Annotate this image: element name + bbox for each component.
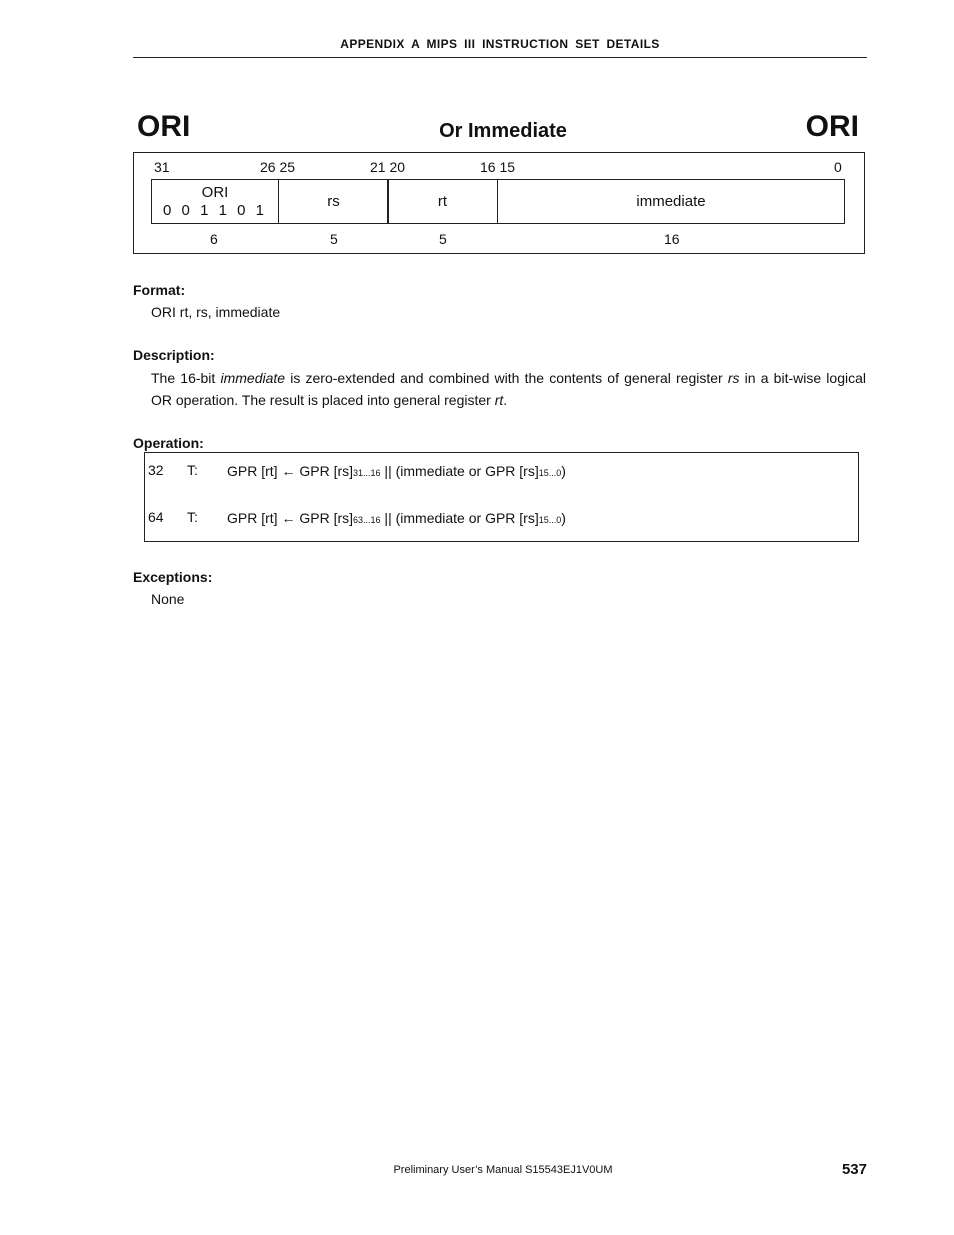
instruction-name: Or Immediate: [439, 120, 567, 142]
op-stage: T:: [187, 462, 198, 478]
immediate-field-name: immediate: [636, 193, 706, 210]
opcode-field-code: 0 0 1 1 0 1: [163, 202, 267, 219]
op-mode: 32: [148, 462, 164, 478]
op-mode: 64: [148, 509, 164, 525]
field-width: 5: [439, 231, 447, 247]
description-heading: Description:: [133, 347, 215, 363]
mnemonic-right: ORI: [805, 110, 859, 143]
bit-label: 21 20: [370, 159, 406, 175]
opcode-field: [151, 179, 279, 224]
op-expression: GPR [rt] ← GPR [rs]31...16 || (immediate or GPR [rs]15...0): [227, 463, 566, 479]
bit-label: 0: [834, 159, 842, 175]
page-number: 537: [841, 1161, 867, 1178]
header-rule: [133, 57, 867, 58]
footer-manual: Preliminary User’s Manual S15543EJ1V0UM: [393, 1164, 613, 1176]
description-text: The 16-bit immediate is zero-extended and combined with the contents of general register rs in a bit-wise logical OR operation. The result is placed into general register rt.: [151, 370, 866, 408]
opcode-field-name: ORI: [201, 184, 229, 201]
rs-field-name: rs: [327, 193, 340, 210]
op-expression: GPR [rt] ← GPR [rs]63...16 || (immediate or GPR [rs]15...0): [227, 510, 566, 526]
field-width: 6: [210, 231, 218, 247]
bit-label: 31: [154, 159, 170, 175]
exceptions-heading: Exceptions:: [133, 569, 213, 585]
rt-field-name: rt: [437, 193, 448, 210]
rt-field: [387, 179, 498, 224]
operation-heading: Operation:: [133, 435, 204, 451]
format-syntax: ORI rt, rs, immediate: [151, 304, 281, 320]
exceptions-text: None: [151, 591, 185, 607]
field-width: 5: [330, 231, 338, 247]
bit-label: 16 15: [480, 159, 516, 175]
immediate-field: [497, 179, 845, 224]
mnemonic-left: ORI: [137, 110, 191, 143]
bit-label: 26 25: [260, 159, 296, 175]
field-width: 16: [664, 231, 680, 247]
running-header: APPENDIX A MIPS III INSTRUCTION SET DETAILS: [340, 37, 660, 51]
rs-field: [278, 179, 389, 224]
op-stage: T:: [187, 509, 198, 525]
format-heading: Format:: [133, 282, 186, 298]
